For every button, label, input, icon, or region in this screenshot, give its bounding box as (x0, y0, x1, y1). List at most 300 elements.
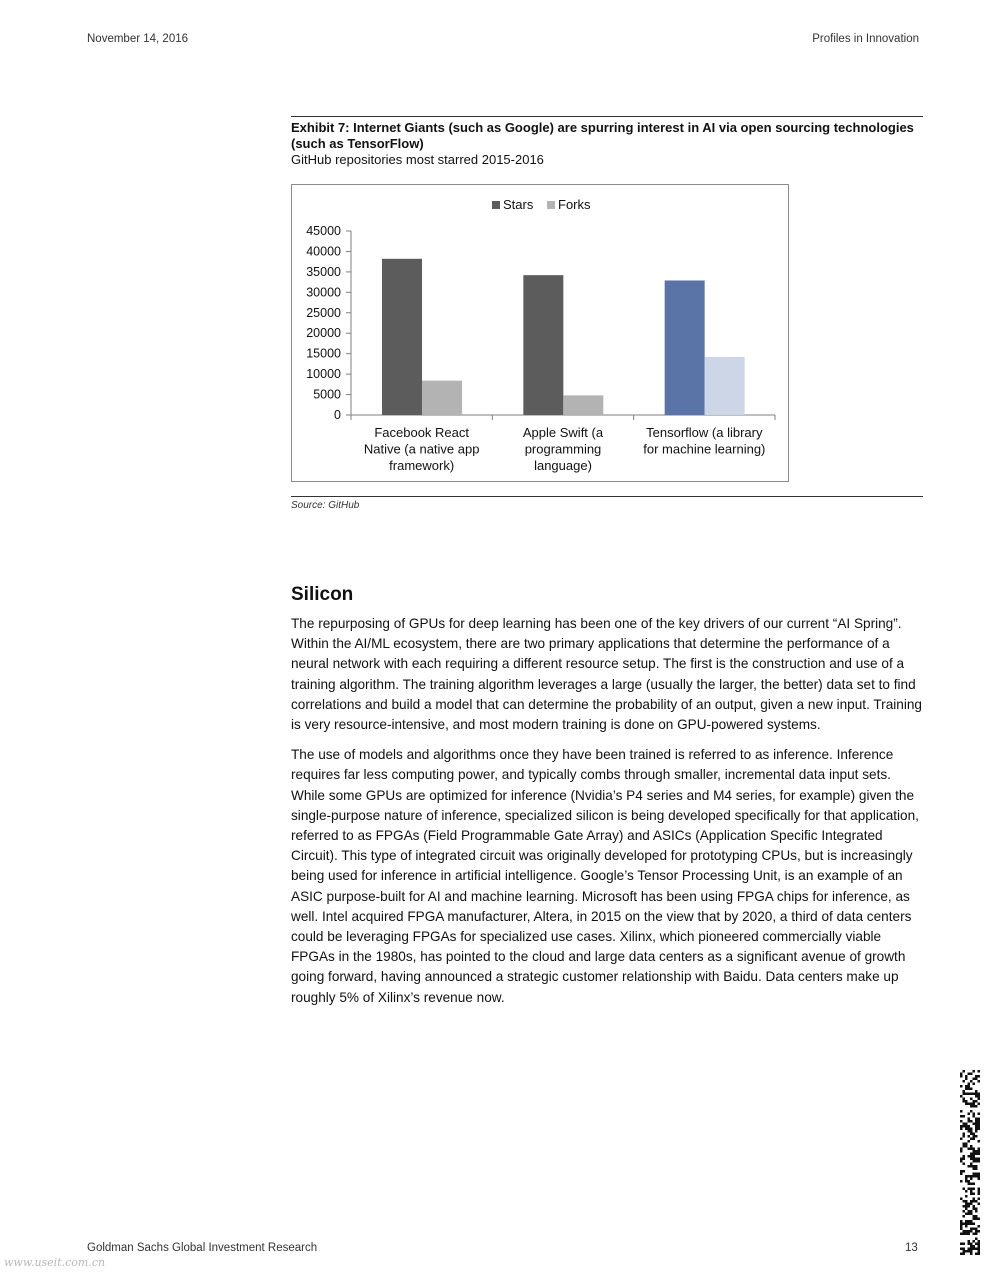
bar-chart (291, 184, 789, 482)
qr-cell (975, 1123, 978, 1126)
qr-cell (960, 1125, 963, 1128)
qr-cell (963, 1158, 966, 1161)
qr-cell (978, 1093, 981, 1096)
qr-cell (975, 1165, 978, 1168)
qr-code-icon (960, 1070, 980, 1255)
qr-cell (970, 1230, 973, 1233)
qr-cell (975, 1130, 978, 1133)
qr-cell (978, 1160, 981, 1163)
qr-cell (963, 1230, 966, 1233)
exhibit-subtitle: GitHub repositories most starred 2015-2016 (291, 152, 544, 167)
qr-cell (965, 1085, 968, 1088)
qr-cell (970, 1248, 973, 1251)
qr-cell (973, 1155, 976, 1158)
qr-cell (968, 1223, 971, 1226)
category-label: Tensorflow (a library (646, 425, 763, 440)
header-publication: Profiles in Innovation (812, 33, 919, 45)
qr-cell (975, 1160, 978, 1163)
qr-cell (970, 1200, 973, 1203)
qr-cell (970, 1245, 973, 1248)
qr-cell (968, 1155, 971, 1158)
qr-cell (970, 1088, 973, 1091)
qr-cell (978, 1178, 981, 1181)
exhibit-bottom-rule (291, 496, 923, 497)
qr-cell (963, 1115, 966, 1118)
qr-cell (963, 1080, 966, 1083)
qr-cell (970, 1120, 973, 1123)
qr-cell (970, 1228, 973, 1231)
qr-cell (965, 1250, 968, 1253)
qr-cell (963, 1223, 966, 1226)
qr-cell (975, 1218, 978, 1221)
y-tick-label: 35000 (306, 264, 341, 279)
stars-bar (523, 275, 563, 415)
qr-cell (965, 1195, 968, 1198)
qr-cell (970, 1253, 973, 1256)
qr-cell (973, 1173, 976, 1176)
y-tick-label: 25000 (306, 305, 341, 320)
qr-cell (978, 1190, 981, 1193)
qr-cell (978, 1153, 981, 1156)
qr-cell (963, 1210, 966, 1213)
qr-cell (963, 1070, 966, 1073)
footer-page-number: 13 (905, 1242, 918, 1254)
qr-cell (963, 1133, 966, 1136)
qr-cell (968, 1230, 971, 1233)
qr-cell (975, 1158, 978, 1161)
forks-bar (563, 395, 603, 415)
qr-cell (968, 1135, 971, 1138)
qr-cell (973, 1165, 976, 1168)
qr-cell (970, 1165, 973, 1168)
qr-cell (960, 1253, 963, 1256)
qr-cell (973, 1135, 976, 1138)
qr-cell (965, 1233, 968, 1236)
qr-cell (973, 1240, 976, 1243)
qr-cell (978, 1113, 981, 1116)
qr-cell (978, 1070, 981, 1073)
legend-swatch (547, 201, 555, 209)
category-label: Native (a native app (363, 441, 480, 457)
qr-cell (965, 1088, 968, 1091)
qr-cell (965, 1175, 968, 1178)
qr-cell (978, 1245, 981, 1248)
qr-cell (973, 1105, 976, 1108)
qr-cell (975, 1200, 978, 1203)
qr-cell (960, 1150, 963, 1153)
qr-cell (973, 1150, 976, 1153)
qr-cell (973, 1200, 976, 1203)
qr-cell (960, 1225, 963, 1228)
qr-cell (970, 1080, 973, 1083)
qr-cell (978, 1148, 981, 1151)
qr-cell (965, 1203, 968, 1206)
qr-cell (970, 1178, 973, 1181)
qr-cell (973, 1228, 976, 1231)
qr-cell (965, 1128, 968, 1131)
qr-cell (975, 1100, 978, 1103)
qr-cell (963, 1170, 966, 1173)
exhibit-top-rule (291, 116, 923, 117)
qr-cell (973, 1093, 976, 1096)
qr-cell (960, 1220, 963, 1223)
qr-cell (975, 1150, 978, 1153)
qr-cell (965, 1075, 968, 1078)
qr-cell (965, 1190, 968, 1193)
qr-cell (968, 1093, 971, 1096)
exhibit-title: Exhibit 7: Internet Giants (such as Google) are spurring interest in AI via open sourcing technologies (such as TensorFlow) (291, 120, 914, 151)
qr-cell (970, 1105, 973, 1108)
qr-cell (960, 1180, 963, 1183)
qr-cell (975, 1210, 978, 1213)
qr-cell (973, 1218, 976, 1221)
qr-cell (975, 1173, 978, 1176)
qr-cell (978, 1198, 981, 1201)
qr-cell (970, 1163, 973, 1166)
y-tick-label: 5000 (313, 387, 341, 402)
qr-cell (965, 1180, 968, 1183)
qr-cell (973, 1153, 976, 1156)
qr-cell (965, 1078, 968, 1081)
qr-cell (960, 1075, 963, 1078)
qr-cell (965, 1123, 968, 1126)
qr-cell (970, 1243, 973, 1246)
qr-cell (973, 1070, 976, 1073)
qr-cell (970, 1098, 973, 1101)
qr-cell (963, 1248, 966, 1251)
qr-cell (975, 1093, 978, 1096)
qr-cell (965, 1143, 968, 1146)
qr-cell (978, 1080, 981, 1083)
qr-cell (963, 1253, 966, 1256)
qr-cell (975, 1095, 978, 1098)
y-tick-label: 45000 (306, 224, 341, 238)
y-tick-label: 15000 (306, 346, 341, 361)
qr-cell (963, 1233, 966, 1236)
qr-cell (978, 1218, 981, 1221)
qr-cell (978, 1123, 981, 1126)
stars-bar (382, 259, 422, 415)
qr-cell (973, 1215, 976, 1218)
qr-cell (960, 1223, 963, 1226)
qr-cell (963, 1123, 966, 1126)
header-date: November 14, 2016 (87, 33, 189, 45)
qr-cell (970, 1210, 973, 1213)
qr-cell (978, 1120, 981, 1123)
qr-cell (975, 1168, 978, 1171)
qr-cell (963, 1145, 966, 1148)
qr-cell (975, 1120, 978, 1123)
qr-cell (978, 1150, 981, 1153)
qr-cell (968, 1118, 971, 1121)
qr-cell (978, 1225, 981, 1228)
qr-cell (968, 1165, 971, 1168)
qr-cell (960, 1095, 963, 1098)
qr-cell (975, 1175, 978, 1178)
qr-cell (975, 1075, 978, 1078)
forks-bar (705, 357, 745, 415)
qr-cell (970, 1130, 973, 1133)
qr-cell (963, 1090, 966, 1093)
qr-cell (973, 1193, 976, 1196)
qr-cell (975, 1208, 978, 1211)
category-label: Facebook React (374, 425, 470, 440)
qr-cell (963, 1100, 966, 1103)
qr-cell (968, 1125, 971, 1128)
qr-cell (963, 1243, 966, 1246)
qr-cell (968, 1085, 971, 1088)
footer-publisher: Goldman Sachs Global Investment Research (87, 1242, 318, 1254)
qr-cell (978, 1240, 981, 1243)
qr-cell (965, 1125, 968, 1128)
qr-cell (978, 1193, 981, 1196)
qr-cell (965, 1230, 968, 1233)
qr-cell (970, 1155, 973, 1158)
qr-cell (973, 1245, 976, 1248)
qr-cell (970, 1103, 973, 1106)
qr-cell (968, 1203, 971, 1206)
qr-cell (968, 1103, 971, 1106)
qr-cell (973, 1198, 976, 1201)
qr-cell (975, 1228, 978, 1231)
qr-cell (978, 1095, 981, 1098)
qr-cell (960, 1120, 963, 1123)
qr-cell (968, 1233, 971, 1236)
y-tick-label: 10000 (306, 367, 341, 382)
qr-cell (965, 1200, 968, 1203)
qr-cell (973, 1223, 976, 1226)
qr-cell (978, 1175, 981, 1178)
bar-chart-svg (292, 185, 788, 481)
qr-cell (970, 1223, 973, 1226)
qr-cell (973, 1078, 976, 1081)
qr-cell (960, 1158, 963, 1161)
qr-cell (973, 1160, 976, 1163)
qr-cell (970, 1203, 973, 1206)
qr-cell (973, 1208, 976, 1211)
qr-cell (978, 1253, 981, 1256)
qr-cell (960, 1228, 963, 1231)
qr-cell (968, 1220, 971, 1223)
category-label: Apple Swift (a (522, 425, 604, 440)
qr-cell (968, 1130, 971, 1133)
qr-cell (968, 1205, 971, 1208)
qr-cell (968, 1213, 971, 1216)
qr-cell (978, 1103, 981, 1106)
qr-cell (978, 1140, 981, 1143)
qr-cell (963, 1163, 966, 1166)
qr-cell (978, 1128, 981, 1131)
qr-cell (973, 1188, 976, 1191)
qr-cell (963, 1155, 966, 1158)
qr-cell (965, 1103, 968, 1106)
qr-cell (970, 1158, 973, 1161)
qr-cell (968, 1175, 971, 1178)
qr-cell (960, 1138, 963, 1141)
y-tick-label: 30000 (306, 285, 341, 300)
qr-cell (963, 1093, 966, 1096)
category-label: language) (534, 458, 592, 473)
qr-cell (960, 1148, 963, 1151)
qr-cell (975, 1090, 978, 1093)
qr-cell (968, 1183, 971, 1186)
qr-cell (970, 1190, 973, 1193)
qr-cell (970, 1145, 973, 1148)
y-tick-label: 20000 (306, 326, 341, 341)
qr-cell (975, 1105, 978, 1108)
qr-cell (963, 1135, 966, 1138)
qr-cell (963, 1200, 966, 1203)
qr-cell (973, 1148, 976, 1151)
qr-cell (965, 1225, 968, 1228)
qr-cell (965, 1205, 968, 1208)
qr-cell (963, 1188, 966, 1191)
qr-cell (970, 1093, 973, 1096)
qr-cell (978, 1250, 981, 1253)
qr-cell (970, 1128, 973, 1131)
forks-bar (422, 381, 462, 415)
qr-cell (975, 1125, 978, 1128)
qr-cell (968, 1148, 971, 1151)
qr-cell (973, 1083, 976, 1086)
qr-cell (978, 1158, 981, 1161)
qr-cell (965, 1093, 968, 1096)
qr-cell (973, 1158, 976, 1161)
qr-cell (960, 1110, 963, 1113)
qr-cell (968, 1250, 971, 1253)
qr-cell (975, 1233, 978, 1236)
qr-cell (960, 1160, 963, 1163)
qr-cell (973, 1133, 976, 1136)
qr-cell (960, 1170, 963, 1173)
qr-cell (970, 1138, 973, 1141)
qr-cell (970, 1188, 973, 1191)
qr-cell (975, 1153, 978, 1156)
qr-cell (960, 1198, 963, 1201)
qr-cell (973, 1115, 976, 1118)
qr-cell (963, 1250, 966, 1253)
watermark-text: www.useit.com.cn (4, 1256, 106, 1269)
qr-cell (970, 1110, 973, 1113)
qr-cell (978, 1243, 981, 1246)
qr-cell (960, 1073, 963, 1076)
qr-cell (960, 1128, 963, 1131)
qr-cell (968, 1240, 971, 1243)
qr-cell (978, 1075, 981, 1078)
category-label: for machine learning) (643, 441, 766, 457)
qr-cell (965, 1208, 968, 1211)
qr-cell (960, 1115, 963, 1118)
qr-cell (975, 1118, 978, 1121)
qr-cell (970, 1250, 973, 1253)
qr-cell (978, 1230, 981, 1233)
qr-cell (978, 1118, 981, 1121)
qr-cell (960, 1085, 963, 1088)
qr-cell (973, 1100, 976, 1103)
legend-swatch (492, 201, 500, 209)
qr-cell (970, 1183, 973, 1186)
qr-cell (968, 1243, 971, 1246)
qr-cell (973, 1183, 976, 1186)
qr-cell (963, 1205, 966, 1208)
qr-cell (973, 1103, 976, 1106)
silicon-section (291, 584, 923, 1018)
qr-cell (968, 1113, 971, 1116)
qr-cell (960, 1248, 963, 1251)
qr-cell (965, 1213, 968, 1216)
qr-cell (965, 1145, 968, 1148)
qr-cell (970, 1220, 973, 1223)
qr-cell (963, 1143, 966, 1146)
qr-cell (960, 1233, 963, 1236)
paragraph-1: The repurposing of GPUs for deep learning has been one of the key drivers of our current “AI Spring”. Within the AI/ML ecosystem, there are two primary applications that determine the performance of a neural network with each requiring a different resource setup. The first is the construction and use of a training algorithm. The training algorithm leverages a large (usually the larger, the better) data set to find correlations and build a model that can determine the probability of an output, given a new input. Training is very resource-intensive, and most modern training is done on GPU-powered systems. (291, 616, 922, 733)
qr-cell (973, 1123, 976, 1126)
qr-cell (978, 1173, 981, 1176)
qr-cell (973, 1205, 976, 1208)
qr-cell (963, 1215, 966, 1218)
qr-cell (965, 1223, 968, 1226)
qr-cell (963, 1125, 966, 1128)
qr-cell (968, 1120, 971, 1123)
qr-cell (978, 1188, 981, 1191)
qr-cell (975, 1230, 978, 1233)
qr-cell (975, 1078, 978, 1081)
qr-cell (973, 1175, 976, 1178)
qr-cell (965, 1178, 968, 1181)
qr-cell (968, 1188, 971, 1191)
qr-cell (968, 1180, 971, 1183)
qr-cell (973, 1248, 976, 1251)
qr-cell (973, 1233, 976, 1236)
category-label: programming (524, 441, 602, 457)
qr-cell (970, 1148, 973, 1151)
qr-cell (960, 1173, 963, 1176)
paragraph-2: The use of models and algorithms once they have been trained is referred to as inference. Inference requires far less computing power, and typically combs through smaller, incremental data input sets. While some GPUs are optimized for inference (Nvidia’s P4 series and M4 series, for example) given the single-purpose nature of inference, specialized silicon is being developed specifically for that application, referred to as FPGAs (Field Programmable Gate Array) and ASICs (Application Specific Integrated Circuit). This type of integrated circuit was originally developed for prototyping CPUs, but is increasingly being used for inference in artificial intelligence. Google’s Tensor Processing Unit, is an example of an ASIC purpose-built for AI and machine learning. Microsoft has been using FPGA chips for inference, as well. Intel acquired FPGA manufacturer, Altera, in 2015 on the view that by 2020, a third of data centers could be leveraging FPGAs for specialized use cases. Xilinx, which pioneered commercially viable FPGAs in the 1980s, has pointed to the cloud and large data centers as a significant avenue of growth going forward, having announced a strategic customer relationship with Baidu. Data centers make up roughly 5% of Xilinx’s revenue now. (291, 747, 919, 1005)
qr-cell (973, 1138, 976, 1141)
qr-cell (968, 1128, 971, 1131)
qr-cell (968, 1083, 971, 1086)
qr-cell (975, 1238, 978, 1241)
qr-cell (975, 1248, 978, 1251)
qr-cell (970, 1175, 973, 1178)
y-tick-label: 0 (334, 408, 341, 422)
qr-cell (965, 1100, 968, 1103)
exhibit-caption (291, 116, 923, 168)
qr-cell (965, 1220, 968, 1223)
exhibit-source: Source: GitHub (291, 500, 360, 511)
qr-cell (970, 1133, 973, 1136)
category-label: framework) (389, 458, 455, 473)
legend-label: Forks (558, 197, 591, 212)
qr-cell (975, 1135, 978, 1138)
qr-cell (978, 1248, 981, 1251)
qr-cell (975, 1215, 978, 1218)
qr-cell (970, 1193, 973, 1196)
qr-cell (973, 1113, 976, 1116)
y-tick-label: 40000 (306, 244, 341, 259)
stars-bar (665, 280, 705, 415)
qr-cell (975, 1128, 978, 1131)
qr-cell (978, 1125, 981, 1128)
qr-cell (978, 1203, 981, 1206)
qr-cell (970, 1213, 973, 1216)
qr-cell (975, 1253, 978, 1256)
qr-cell (973, 1168, 976, 1171)
qr-cell (968, 1248, 971, 1251)
qr-cell (968, 1210, 971, 1213)
qr-cell (960, 1243, 963, 1246)
qr-cell (968, 1073, 971, 1076)
